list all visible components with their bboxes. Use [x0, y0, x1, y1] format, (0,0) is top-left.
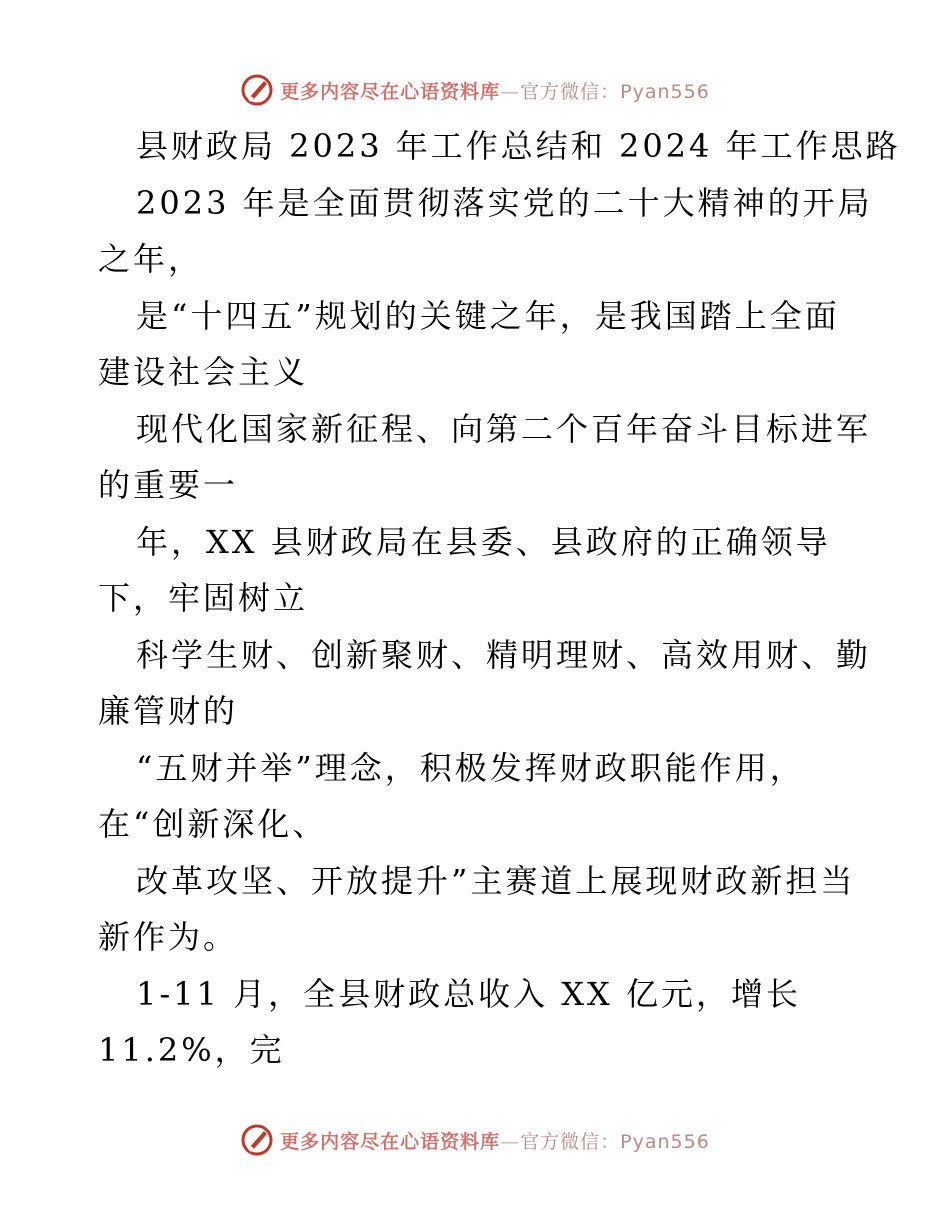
paragraph-line: “五财并举”理念，积极发挥财政职能作用，	[136, 748, 805, 787]
paragraph-line: 改革攻坚、开放提升”主赛道上展现财政新担当	[136, 861, 856, 900]
paragraph-line: 的重要一	[98, 466, 239, 504]
document-title: 县财政局 2023 年工作总结和 2024 年工作思路	[136, 127, 901, 165]
paragraph-line: 是“十四五”规划的关键之年，是我国踏上全面	[136, 296, 840, 335]
paragraph-line: 建设社会主义	[98, 353, 309, 391]
watermark-text: 更多内容尽在心语资料库—官方微信：Pyan556	[280, 80, 710, 103]
paragraph-line: 1-11 月，全县财政总收入 XX 亿元，增长	[136, 974, 801, 1013]
footer-watermark	[0, 1120, 950, 1160]
pen-logo-icon	[240, 1123, 274, 1157]
paragraph-line: 廉管财的	[98, 692, 239, 730]
paragraph-line: 年，XX 县财政局在县委、县政府的正确领导	[136, 522, 831, 561]
header-watermark	[0, 70, 950, 110]
paragraph-line: 科学生财、创新聚财、精明理财、高效用财、勤	[136, 635, 872, 674]
paragraph-line: 在“创新深化、	[98, 805, 328, 843]
document-body	[98, 118, 901, 1079]
pen-logo-icon	[240, 73, 274, 107]
watermark-text: 更多内容尽在心语资料库—官方微信：Pyan556	[280, 1130, 710, 1153]
paragraph-line: 新作为。	[98, 918, 239, 956]
paragraph-line: 之年，	[98, 240, 204, 278]
paragraph-line: 11.2%，完	[98, 1031, 285, 1069]
paragraph-line: 下，牢固树立	[98, 579, 309, 617]
paragraph-line: 2023 年是全面贯彻落实党的二十大精神的开局	[136, 183, 873, 222]
paragraph-line: 现代化国家新征程、向第二个百年奋斗目标进军	[136, 409, 872, 448]
